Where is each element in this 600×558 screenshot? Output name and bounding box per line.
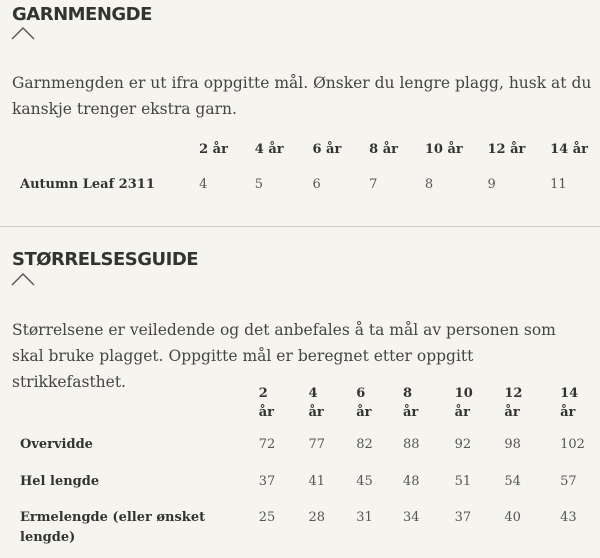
- table-row: [20, 500, 600, 558]
- table-cell: 102: [560, 437, 585, 452]
- yarn-intro: Garnmengden er ut ifra oppgitte mål. Ønsker du lengre plagg, husk at du kanskje trenger ekstra garn.: [12, 74, 592, 118]
- table-row: [20, 426, 600, 464]
- table-cell: 28: [308, 510, 326, 525]
- size-unit: år: [454, 405, 470, 420]
- sizeguide-heading[interactable]: STØRRELSESGUIDE: [12, 249, 199, 270]
- sizeguide-intro: Størrelsene er veiledende og det anbefales å ta mål av personen som skal bruke plagget. Oppgitte mål er beregnet etter oppgitt strikkefasthet.: [12, 321, 556, 391]
- table-cell: 51: [454, 474, 472, 489]
- table-cell: 72: [258, 437, 276, 452]
- size-unit: år: [308, 405, 324, 420]
- table-row: [20, 159, 600, 209]
- size-column-header: 8 år: [369, 141, 398, 157]
- table-cell: 31: [356, 510, 373, 525]
- table-cell: 45: [356, 474, 373, 489]
- yarn-size-header-row: [20, 139, 600, 159]
- table-cell: 5: [254, 176, 264, 192]
- size-column-header: 10 år: [424, 141, 463, 157]
- size-unit: år: [402, 405, 419, 420]
- row-label: Hel lengde: [20, 474, 100, 489]
- table-cell: 43: [560, 510, 577, 525]
- size-column-header: [560, 384, 600, 426]
- size-column-header: [504, 384, 560, 426]
- table-cell: 82: [356, 437, 373, 452]
- chevron-up-icon[interactable]: [11, 26, 35, 40]
- row-label: Overvidde: [20, 437, 93, 452]
- size-header-row: [20, 384, 600, 426]
- yarn-table: [20, 139, 600, 209]
- row-label: Ermelengde (eller ønsket lengde): [20, 510, 206, 545]
- size-column-header: [455, 384, 505, 426]
- table-cell: 92: [454, 437, 472, 452]
- size-column-header: 14 år: [550, 141, 589, 157]
- size-number: 4: [308, 386, 318, 401]
- row-label: Autumn Leaf 2311: [20, 176, 155, 192]
- size-number: 6: [356, 386, 366, 401]
- size-number: 2: [258, 386, 268, 401]
- size-column-header: 12 år: [487, 141, 526, 157]
- size-column-header: [403, 384, 455, 426]
- table-cell: 57: [560, 474, 577, 489]
- table-cell: 34: [402, 510, 420, 525]
- size-table: [20, 384, 600, 558]
- size-column-header: [259, 384, 309, 426]
- table-cell: 4: [199, 176, 208, 192]
- size-unit: år: [504, 405, 520, 420]
- size-number: 12: [504, 386, 523, 401]
- size-number: 14: [560, 386, 579, 401]
- size-unit: år: [258, 405, 275, 420]
- size-number: 8: [402, 386, 412, 401]
- size-number: 10: [454, 386, 473, 401]
- table-cell: 54: [504, 474, 521, 489]
- table-cell: 88: [402, 437, 420, 452]
- table-cell: 40: [504, 510, 521, 525]
- size-unit: år: [560, 405, 576, 420]
- size-column-header: [308, 384, 356, 426]
- table-cell: 48: [402, 474, 420, 489]
- table-cell: 7: [369, 176, 378, 192]
- table-cell: 41: [308, 474, 326, 489]
- table-cell: 11: [550, 176, 567, 192]
- size-column-header: [356, 384, 403, 426]
- yarn-heading[interactable]: GARNMENGDE: [12, 4, 152, 25]
- table-cell: 9: [487, 176, 496, 192]
- table-cell: 37: [454, 510, 472, 525]
- table-cell: 77: [308, 437, 326, 452]
- size-column-header: 4 år: [254, 141, 284, 157]
- table-cell: 37: [258, 474, 276, 489]
- table-cell: 98: [504, 437, 521, 452]
- section-divider: [0, 226, 600, 227]
- size-column-header: 2 år: [199, 141, 228, 157]
- table-cell: 25: [258, 510, 276, 525]
- chevron-up-icon[interactable]: [11, 272, 35, 286]
- table-row: [20, 464, 600, 500]
- size-unit: år: [356, 405, 372, 420]
- table-cell: 8: [424, 176, 434, 192]
- table-cell: 6: [312, 176, 321, 192]
- size-column-header: 6 år: [312, 141, 342, 157]
